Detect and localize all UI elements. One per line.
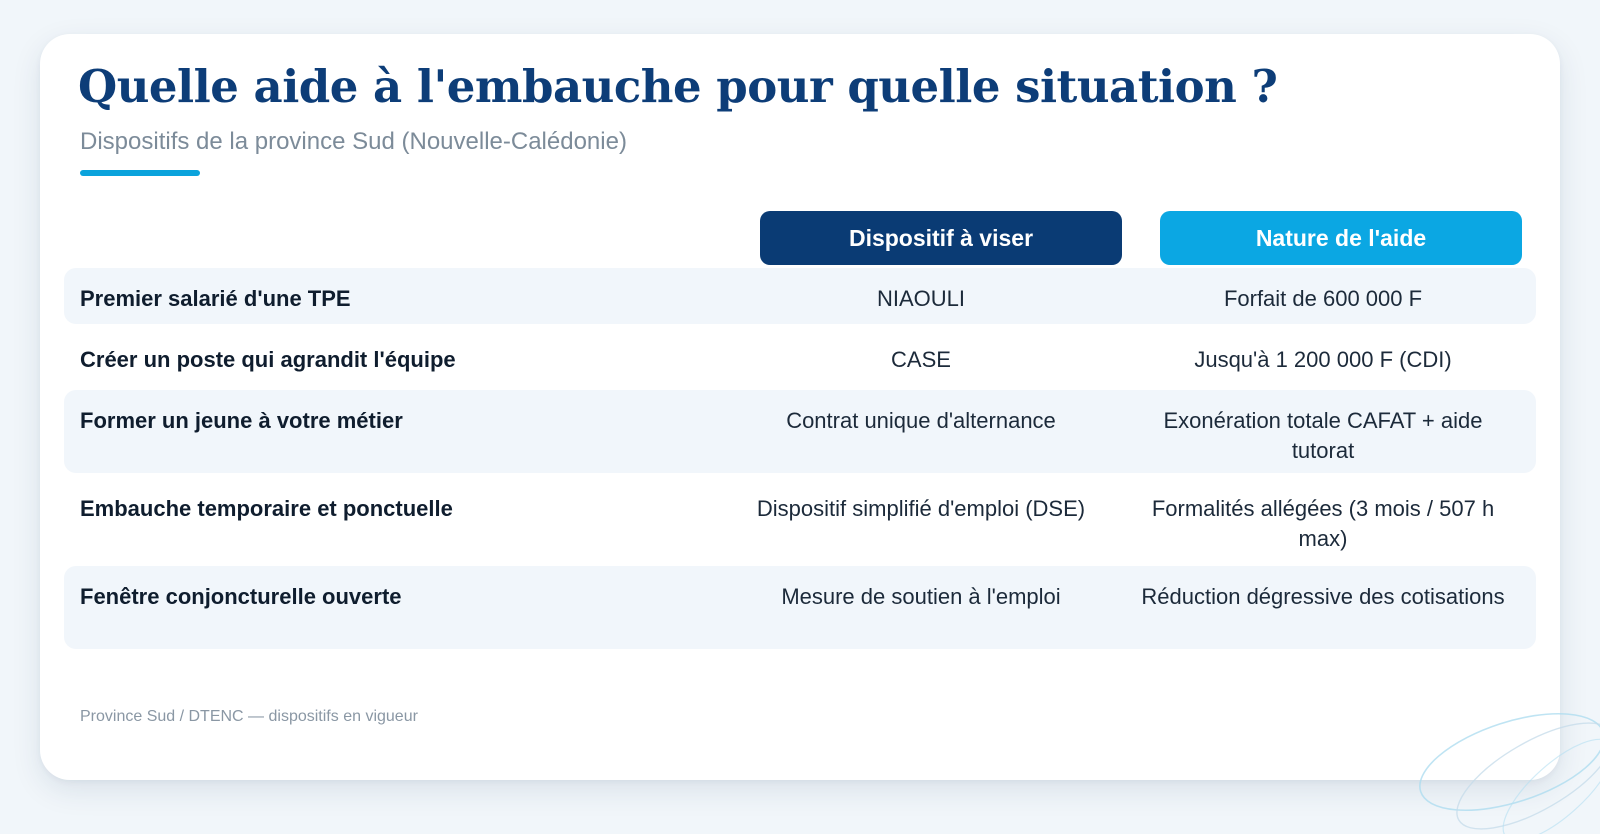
page-subtitle: Dispositifs de la province Sud (Nouvelle-Calédonie) — [80, 128, 627, 155]
row-dispositif: Contrat unique d'alternance — [786, 408, 1056, 433]
row-situation: Fenêtre conjoncturelle ouverte — [80, 584, 402, 609]
row-nature: Réduction dégressive des cotisations — [1141, 584, 1505, 609]
row-dispositif: NIAOULI — [876, 286, 966, 311]
row-dispositif: Mesure de soutien à l'emploi — [781, 584, 1061, 609]
row-nature: Jusqu'à 1 200 000 F (CDI) — [1194, 347, 1452, 372]
source-footnote: Province Sud / DTENC — dispositifs en vigueur — [80, 708, 418, 725]
row-nature: Forfait de 600 000 F — [1223, 286, 1423, 311]
page-title: Quelle aide à l'embauche pour quelle situation ? — [78, 60, 1278, 113]
row-situation: Créer un poste qui agrandit l'équipe — [80, 347, 456, 372]
table-row — [64, 390, 1536, 473]
table-row — [64, 329, 1536, 385]
table-row — [64, 566, 1536, 649]
row-situation: Premier salarié d'une TPE — [80, 286, 351, 311]
column-header-dispositif: Dispositif à viser — [760, 211, 1122, 265]
row-situation: Embauche temporaire et ponctuelle — [80, 496, 453, 521]
row-dispositif: Dispositif simplifié d'emploi (DSE) — [756, 496, 1086, 521]
row-nature: Exonération totale CAFAT + aide tutorat — [1163, 408, 1483, 463]
column-header-nature: Nature de l'aide — [1160, 211, 1522, 265]
content-card — [40, 34, 1560, 780]
title-underline-accent — [80, 170, 200, 176]
table-row — [64, 478, 1536, 561]
table-row — [64, 268, 1536, 324]
row-dispositif: CASE — [891, 347, 951, 372]
row-situation: Former un jeune à votre métier — [80, 408, 403, 433]
row-nature: Formalités allégées (3 mois / 507 h max) — [1151, 496, 1495, 551]
ellipse-swirl-decoration-icon — [1400, 700, 1600, 834]
